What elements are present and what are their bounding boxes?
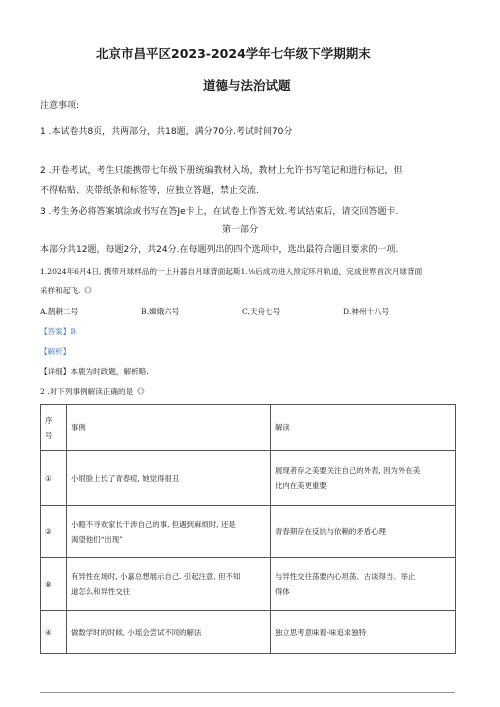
page-title: 北京市昌平区2023-2024学年七年级下学期期末 bbox=[96, 46, 371, 61]
q2-table bbox=[40, 404, 456, 654]
interp-line: 青春期存在反抗与依赖的矛盾心理 bbox=[275, 527, 386, 536]
case-line: 渴望他们“出现” bbox=[71, 534, 123, 544]
table-row bbox=[41, 451, 456, 506]
case-line: 道怎么和异性交往 bbox=[71, 587, 131, 596]
header-number-line2: 号 bbox=[45, 430, 53, 440]
interp-line: 展现者存之美要关注自己的外表, 因为外在美 bbox=[275, 466, 421, 475]
part-heading: 第一部分 bbox=[222, 225, 259, 235]
q2-stem: 2 .对下列事例解读正确的是《》 bbox=[40, 387, 149, 396]
q1-answer: 【答案】B bbox=[40, 327, 76, 336]
page-subtitle: 道德与法治试题 bbox=[203, 78, 291, 93]
notes-heading: 注意事项: bbox=[40, 101, 80, 111]
q1-option-a: A.鹊耕二号 bbox=[40, 307, 79, 316]
case-line: 小瞪不寻欢家长干涉自己的事, 但遇到麻烦时, 还是 bbox=[71, 519, 236, 529]
note-item-2-cont: 不得粘贴、夹带纸条和标签等，应独立答题，禁止交流. bbox=[40, 186, 259, 196]
interp-line: 独立思考意味着·味追求独特 bbox=[275, 627, 367, 637]
row-case bbox=[67, 506, 271, 558]
header-cell-case: 事例 bbox=[67, 405, 271, 451]
row-interpretation bbox=[271, 506, 456, 558]
case-line: 做数学时的时候, 小瑶会尝试不同的解法 bbox=[71, 627, 202, 637]
table-row bbox=[41, 558, 456, 611]
row-case bbox=[67, 558, 271, 611]
interp-line: 与异性交往荡要内心坦荡、古谈得当、举止 bbox=[275, 572, 416, 581]
interp-line: 比内在美更重要 bbox=[275, 481, 327, 490]
page-bottom-divider bbox=[40, 692, 455, 693]
header-cell-number bbox=[41, 405, 67, 451]
note-item-1: 1 .本试卷共8页，共两部分，共18题，满分70分.考试时间70分 bbox=[40, 127, 293, 137]
row-case bbox=[67, 451, 271, 506]
table-header-row bbox=[41, 405, 456, 451]
note-item-3: 3 .考生务必将答案填涂或书写在答Je卡上，在试卷上作答无效.考试结束后，请交回答题卡. bbox=[40, 207, 399, 217]
row-number: ⑧ bbox=[41, 558, 67, 611]
interp-line: 得体 bbox=[275, 587, 290, 596]
header-cell-interpretation: 解读 bbox=[271, 405, 456, 451]
case-line: 有异性在场时, 小嘉总想展示自己. 引起注意, 但不知 bbox=[71, 572, 241, 581]
row-number: ① bbox=[41, 451, 67, 506]
note-item-2: 2 .开卷考试，考生只能携带七年级下册统编教材入场，教材上允许书写笔记和进行标记，但 bbox=[40, 166, 403, 176]
q1-stem-cont: 采样和起飞.《》 bbox=[40, 286, 96, 295]
row-case bbox=[67, 611, 271, 654]
row-interpretation bbox=[271, 611, 456, 654]
q1-stem: 1.2024年6月4日, 携带月球样品的一上升器自月球背面起斯1.⅛后成功进入预定环月轨道，完成世界首次月球背面 bbox=[40, 267, 423, 276]
row-number: ④ bbox=[41, 611, 67, 654]
q1-option-b: B.嫦娥六号 bbox=[141, 307, 180, 316]
case-line: 小垠脸上长了青春痘, 她觉得很丑 bbox=[71, 473, 180, 483]
table-row bbox=[41, 611, 456, 654]
q1-option-d: D.神州十八号 bbox=[343, 307, 390, 316]
header-number-line1: 序 bbox=[45, 415, 53, 425]
row-interpretation bbox=[271, 451, 456, 506]
q1-detail: 【详细】本鹿为时政题，解析略. bbox=[40, 367, 149, 376]
row-interpretation bbox=[271, 558, 456, 611]
row-number: ② bbox=[41, 506, 67, 558]
q1-analysis-label: 【解析】 bbox=[40, 347, 71, 356]
table-row bbox=[41, 506, 456, 558]
part-intro: 本部分共12题，每题2分，共24分.在每题列出的四个选项中，选出最符合题目要求的一项. bbox=[40, 245, 399, 255]
q1-option-c: C.天舟七号 bbox=[242, 307, 281, 316]
